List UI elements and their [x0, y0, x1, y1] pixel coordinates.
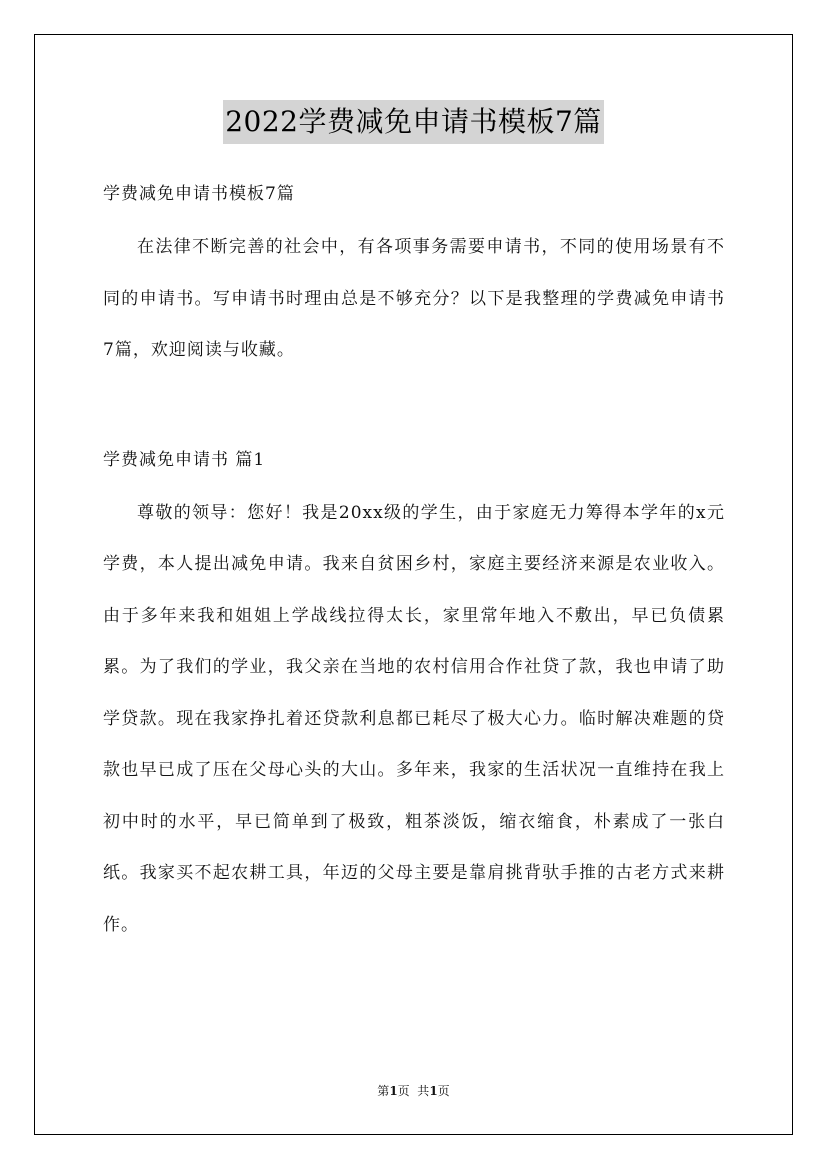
intro-paragraph: 在法律不断完善的社会中，有各项事务需要申请书，不同的使用场景有不同的申请书。写申请书时理由总是不够充分？以下是我整理的学费减免申请书7篇，欢迎阅读与收藏。: [103, 237, 725, 360]
footer-page-current: 1: [389, 1084, 398, 1098]
footer-page-prefix: 第: [377, 1084, 390, 1098]
document-title-text: 2022学费减免申请书模板7篇: [223, 100, 604, 144]
section-paragraph: 尊敬的领导：您好！我是20xx级的学生，由于家庭无力筹得本学年的x元学费，本人提出减免申请。我来自贫困乡村，家庭主要经济来源是农业收入。由于多年来我和姐姐上学战线拉得太长，家里常年地入不敷出，早已负债累累。为了我们的学业，我父亲在当地的农村信用合作社贷了款，我也申请了助学贷款。现在我家挣扎着还贷款利息都已耗尽了极大心力。临时解决难题的贷款也早已成了压在父母心头的大山。多年来，我家的生活状况一直维持在我上初中时的水平，早已简单到了极致，粗茶淡饭，缩衣缩食，朴素成了一张白纸。我家买不起农耕工具，年迈的父母主要是靠肩挑背驮手推的古老方式来耕作。: [103, 502, 725, 935]
document-body: [103, 176, 725, 951]
footer-page-suffix: 页: [437, 1084, 450, 1098]
document-subtitle: 学费减免申请书模板7篇: [103, 184, 295, 204]
document-title: [0, 100, 827, 144]
footer-page-total: 1: [429, 1084, 438, 1098]
page-footer: [0, 1083, 827, 1099]
footer-page-mid: 页 共: [397, 1084, 430, 1098]
section-heading: 学费减免申请书 篇1: [103, 449, 266, 470]
